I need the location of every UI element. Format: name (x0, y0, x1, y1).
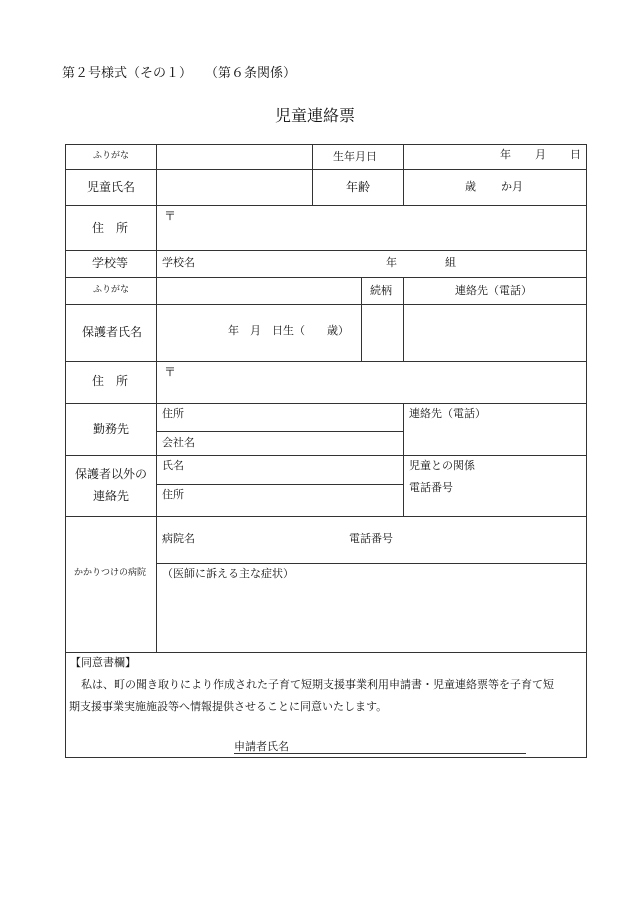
child-furigana-label: ふりがな (93, 151, 130, 161)
hospital-section-label: かかりつけの病院 (74, 568, 147, 578)
other-contact-label-2: 連絡先 (93, 489, 130, 503)
workplace-contact-label: 連絡先（電話） (409, 407, 486, 420)
workplace-company-label: 会社名 (162, 436, 195, 449)
guardian-postal-mark: 〒 (164, 365, 177, 379)
other-phone-label: 電話番号 (409, 481, 453, 494)
age-years-label: 歳 (465, 180, 476, 193)
birth-year-label: 年 (500, 148, 511, 161)
workplace-address-label: 住所 (162, 407, 184, 420)
birth-month-label: 月 (535, 148, 546, 161)
guardian-address-label: 住 所 (92, 374, 129, 388)
birthdate-label: 生年月日 (333, 150, 377, 163)
applicant-signature-line (234, 753, 526, 754)
other-relation-label: 児童との関係 (409, 459, 475, 472)
contact-phone-label: 連絡先（電話） (455, 284, 532, 297)
guardian-birth-text: 年 月 日生（ 歳） (228, 324, 349, 337)
other-name-label: 氏名 (162, 459, 184, 472)
consent-heading: 【同意書欄】 (70, 656, 136, 669)
applicant-name-label: 申請者氏名 (234, 740, 289, 753)
form-border (65, 144, 587, 758)
other-address-label: 住所 (162, 488, 184, 501)
form-number: 第２号様式（その１） （第６条関係） (62, 66, 297, 81)
hospital-symptoms-label: （医師に訴える主な症状） (162, 567, 294, 580)
contact-form (65, 144, 587, 758)
relationship-label: 続柄 (370, 284, 392, 297)
birth-day-label: 日 (570, 148, 581, 161)
hospital-name-label: 病院名 (162, 532, 195, 545)
child-postal-mark: 〒 (164, 209, 177, 223)
school-label: 学校等 (92, 256, 129, 270)
hospital-phone-label: 電話番号 (349, 532, 393, 545)
age-months-label: か月 (501, 180, 523, 193)
consent-line-1: 私は、町の聞き取りにより作成された子育て短期支援事業利用申請書・児童連絡票等を子育て短 (81, 678, 554, 691)
guardian-name-label: 保護者氏名 (82, 325, 143, 339)
child-address-label: 住 所 (92, 221, 129, 235)
consent-line-2: 期支援事業実施施設等へ情報提供させることに同意いたします。 (69, 700, 388, 713)
guardian-furigana-label: ふりがな (93, 285, 130, 295)
grade-label: 年 (386, 256, 397, 269)
age-label: 年齢 (346, 180, 371, 194)
school-name-label: 学校名 (162, 256, 195, 269)
child-name-label: 児童氏名 (87, 180, 136, 194)
other-contact-label-1: 保護者以外の (75, 467, 148, 481)
workplace-label: 勤務先 (93, 422, 130, 436)
class-label: 組 (445, 256, 456, 269)
form-title: 児童連絡票 (274, 106, 355, 125)
